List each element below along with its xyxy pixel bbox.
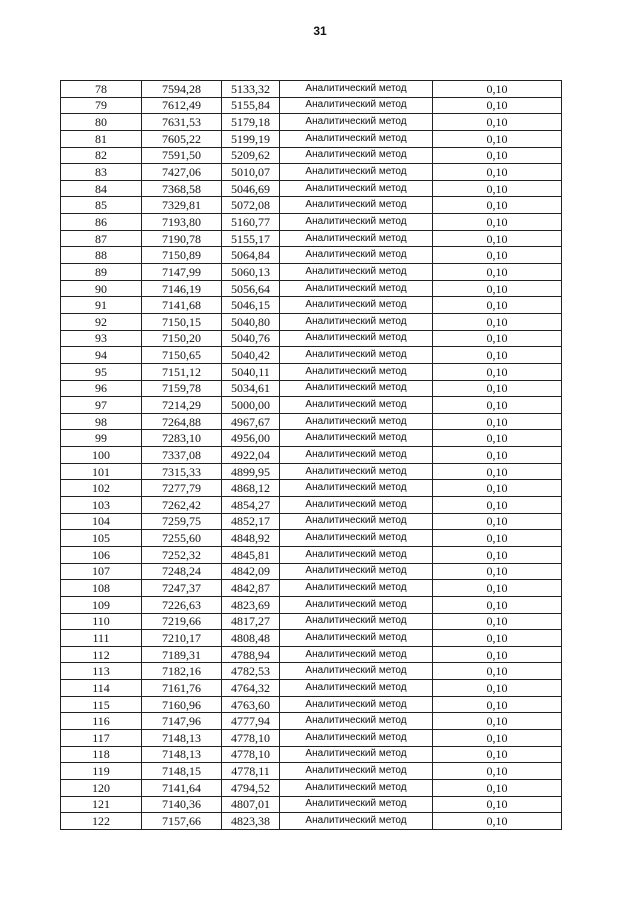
table-row [61, 497, 562, 514]
point-number-cell: 102 [61, 480, 142, 497]
method-cell: Аналитический метод [280, 813, 433, 830]
accuracy-cell: 0,10 [433, 264, 562, 281]
method-cell: Аналитический метод [280, 130, 433, 147]
table-row [61, 613, 562, 630]
table-row [61, 729, 562, 746]
method-cell: Аналитический метод [280, 214, 433, 231]
y-coordinate-cell: 5133,32 [222, 81, 280, 98]
table-row [61, 197, 562, 214]
table-row [61, 214, 562, 231]
table-row [61, 763, 562, 780]
point-number-cell: 117 [61, 729, 142, 746]
y-coordinate-cell: 4782,53 [222, 663, 280, 680]
table-row [61, 513, 562, 530]
x-coordinate-cell: 7150,15 [142, 313, 222, 330]
x-coordinate-cell: 7252,32 [142, 546, 222, 563]
x-coordinate-cell: 7147,96 [142, 713, 222, 730]
point-number-cell: 121 [61, 796, 142, 813]
point-number-cell: 91 [61, 297, 142, 314]
y-coordinate-cell: 4808,48 [222, 630, 280, 647]
accuracy-cell: 0,10 [433, 563, 562, 580]
point-number-cell: 94 [61, 347, 142, 364]
y-coordinate-cell: 5199,19 [222, 130, 280, 147]
x-coordinate-cell: 7427,06 [142, 164, 222, 181]
y-coordinate-cell: 4763,60 [222, 696, 280, 713]
table-row [61, 180, 562, 197]
x-coordinate-cell: 7141,68 [142, 297, 222, 314]
y-coordinate-cell: 5010,07 [222, 164, 280, 181]
point-number-cell: 103 [61, 497, 142, 514]
x-coordinate-cell: 7159,78 [142, 380, 222, 397]
accuracy-cell: 0,10 [433, 147, 562, 164]
x-coordinate-cell: 7210,17 [142, 630, 222, 647]
method-cell: Аналитический метод [280, 796, 433, 813]
method-cell: Аналитический метод [280, 147, 433, 164]
point-number-cell: 99 [61, 430, 142, 447]
accuracy-cell: 0,10 [433, 447, 562, 464]
y-coordinate-cell: 4807,01 [222, 796, 280, 813]
table-row [61, 813, 562, 830]
point-number-cell: 112 [61, 646, 142, 663]
x-coordinate-cell: 7259,75 [142, 513, 222, 530]
x-coordinate-cell: 7157,66 [142, 813, 222, 830]
y-coordinate-cell: 4823,69 [222, 596, 280, 613]
method-cell: Аналитический метод [280, 397, 433, 414]
accuracy-cell: 0,10 [433, 763, 562, 780]
table-row [61, 563, 562, 580]
table-row [61, 447, 562, 464]
y-coordinate-cell: 5155,17 [222, 230, 280, 247]
point-number-cell: 122 [61, 813, 142, 830]
table-row [61, 480, 562, 497]
table-row [61, 546, 562, 563]
y-coordinate-cell: 5209,62 [222, 147, 280, 164]
method-cell: Аналитический метод [280, 563, 433, 580]
point-number-cell: 87 [61, 230, 142, 247]
method-cell: Аналитический метод [280, 613, 433, 630]
method-cell: Аналитический метод [280, 447, 433, 464]
x-coordinate-cell: 7262,42 [142, 497, 222, 514]
y-coordinate-cell: 4852,17 [222, 513, 280, 530]
point-number-cell: 110 [61, 613, 142, 630]
point-number-cell: 89 [61, 264, 142, 281]
y-coordinate-cell: 5064,84 [222, 247, 280, 264]
x-coordinate-cell: 7146,19 [142, 280, 222, 297]
accuracy-cell: 0,10 [433, 813, 562, 830]
table-row [61, 630, 562, 647]
x-coordinate-cell: 7150,89 [142, 247, 222, 264]
x-coordinate-cell: 7329,81 [142, 197, 222, 214]
point-number-cell: 95 [61, 363, 142, 380]
point-number-cell: 80 [61, 114, 142, 131]
table-row [61, 646, 562, 663]
y-coordinate-cell: 4794,52 [222, 779, 280, 796]
accuracy-cell: 0,10 [433, 97, 562, 114]
accuracy-cell: 0,10 [433, 713, 562, 730]
y-coordinate-cell: 4823,38 [222, 813, 280, 830]
table-row [61, 164, 562, 181]
point-number-cell: 97 [61, 397, 142, 414]
table-row [61, 264, 562, 281]
point-number-cell: 108 [61, 580, 142, 597]
method-cell: Аналитический метод [280, 180, 433, 197]
accuracy-cell: 0,10 [433, 330, 562, 347]
x-coordinate-cell: 7150,20 [142, 330, 222, 347]
page-number: 31 [313, 24, 327, 38]
point-number-cell: 83 [61, 164, 142, 181]
accuracy-cell: 0,10 [433, 796, 562, 813]
accuracy-cell: 0,10 [433, 513, 562, 530]
x-coordinate-cell: 7315,33 [142, 463, 222, 480]
table-row [61, 463, 562, 480]
table-row [61, 680, 562, 697]
y-coordinate-cell: 4777,94 [222, 713, 280, 730]
point-number-cell: 98 [61, 413, 142, 430]
accuracy-cell: 0,10 [433, 297, 562, 314]
table-row [61, 713, 562, 730]
point-number-cell: 93 [61, 330, 142, 347]
method-cell: Аналитический метод [280, 230, 433, 247]
accuracy-cell: 0,10 [433, 680, 562, 697]
accuracy-cell: 0,10 [433, 546, 562, 563]
x-coordinate-cell: 7248,24 [142, 563, 222, 580]
accuracy-cell: 0,10 [433, 463, 562, 480]
method-cell: Аналитический метод [280, 347, 433, 364]
table-body [61, 81, 562, 830]
point-number-cell: 88 [61, 247, 142, 264]
y-coordinate-cell: 4845,81 [222, 546, 280, 563]
method-cell: Аналитический метод [280, 646, 433, 663]
x-coordinate-cell: 7277,79 [142, 480, 222, 497]
method-cell: Аналитический метод [280, 430, 433, 447]
accuracy-cell: 0,10 [433, 480, 562, 497]
point-number-cell: 79 [61, 97, 142, 114]
method-cell: Аналитический метод [280, 713, 433, 730]
x-coordinate-cell: 7605,22 [142, 130, 222, 147]
point-number-cell: 85 [61, 197, 142, 214]
accuracy-cell: 0,10 [433, 397, 562, 414]
table-row [61, 97, 562, 114]
x-coordinate-cell: 7182,16 [142, 663, 222, 680]
method-cell: Аналитический метод [280, 114, 433, 131]
x-coordinate-cell: 7226,63 [142, 596, 222, 613]
coordinates-table [60, 80, 562, 830]
y-coordinate-cell: 5000,00 [222, 397, 280, 414]
method-cell: Аналитический метод [280, 680, 433, 697]
point-number-cell: 120 [61, 779, 142, 796]
point-number-cell: 113 [61, 663, 142, 680]
method-cell: Аналитический метод [280, 596, 433, 613]
table-row [61, 130, 562, 147]
accuracy-cell: 0,10 [433, 596, 562, 613]
point-number-cell: 106 [61, 546, 142, 563]
method-cell: Аналитический метод [280, 413, 433, 430]
table-row [61, 397, 562, 414]
x-coordinate-cell: 7161,76 [142, 680, 222, 697]
table-row [61, 297, 562, 314]
method-cell: Аналитический метод [280, 280, 433, 297]
point-number-cell: 107 [61, 563, 142, 580]
table-row [61, 81, 562, 98]
method-cell: Аналитический метод [280, 763, 433, 780]
x-coordinate-cell: 7594,28 [142, 81, 222, 98]
y-coordinate-cell: 4788,94 [222, 646, 280, 663]
y-coordinate-cell: 5160,77 [222, 214, 280, 231]
y-coordinate-cell: 5040,11 [222, 363, 280, 380]
x-coordinate-cell: 7214,29 [142, 397, 222, 414]
table-row [61, 413, 562, 430]
method-cell: Аналитический метод [280, 97, 433, 114]
x-coordinate-cell: 7140,36 [142, 796, 222, 813]
table-row [61, 380, 562, 397]
accuracy-cell: 0,10 [433, 164, 562, 181]
method-cell: Аналитический метод [280, 463, 433, 480]
table-row [61, 363, 562, 380]
x-coordinate-cell: 7148,13 [142, 746, 222, 763]
y-coordinate-cell: 5056,64 [222, 280, 280, 297]
accuracy-cell: 0,10 [433, 630, 562, 647]
x-coordinate-cell: 7193,80 [142, 214, 222, 231]
accuracy-cell: 0,10 [433, 114, 562, 131]
y-coordinate-cell: 4854,27 [222, 497, 280, 514]
x-coordinate-cell: 7337,08 [142, 447, 222, 464]
point-number-cell: 104 [61, 513, 142, 530]
accuracy-cell: 0,10 [433, 130, 562, 147]
point-number-cell: 114 [61, 680, 142, 697]
y-coordinate-cell: 4778,11 [222, 763, 280, 780]
accuracy-cell: 0,10 [433, 247, 562, 264]
point-number-cell: 82 [61, 147, 142, 164]
x-coordinate-cell: 7147,99 [142, 264, 222, 281]
accuracy-cell: 0,10 [433, 430, 562, 447]
table-row [61, 347, 562, 364]
accuracy-cell: 0,10 [433, 746, 562, 763]
point-number-cell: 109 [61, 596, 142, 613]
point-number-cell: 119 [61, 763, 142, 780]
x-coordinate-cell: 7151,12 [142, 363, 222, 380]
method-cell: Аналитический метод [280, 580, 433, 597]
x-coordinate-cell: 7264,88 [142, 413, 222, 430]
x-coordinate-cell: 7368,58 [142, 180, 222, 197]
x-coordinate-cell: 7189,31 [142, 646, 222, 663]
point-number-cell: 100 [61, 447, 142, 464]
accuracy-cell: 0,10 [433, 580, 562, 597]
accuracy-cell: 0,10 [433, 214, 562, 231]
method-cell: Аналитический метод [280, 297, 433, 314]
accuracy-cell: 0,10 [433, 497, 562, 514]
point-number-cell: 84 [61, 180, 142, 197]
table-row [61, 796, 562, 813]
table-row [61, 313, 562, 330]
point-number-cell: 118 [61, 746, 142, 763]
accuracy-cell: 0,10 [433, 729, 562, 746]
table-row [61, 230, 562, 247]
point-number-cell: 115 [61, 696, 142, 713]
method-cell: Аналитический метод [280, 480, 433, 497]
y-coordinate-cell: 4848,92 [222, 530, 280, 547]
y-coordinate-cell: 5040,76 [222, 330, 280, 347]
method-cell: Аналитический метод [280, 630, 433, 647]
table-row [61, 280, 562, 297]
y-coordinate-cell: 5060,13 [222, 264, 280, 281]
table-row [61, 746, 562, 763]
accuracy-cell: 0,10 [433, 81, 562, 98]
method-cell: Аналитический метод [280, 264, 433, 281]
point-number-cell: 101 [61, 463, 142, 480]
x-coordinate-cell: 7148,15 [142, 763, 222, 780]
table-row [61, 430, 562, 447]
accuracy-cell: 0,10 [433, 280, 562, 297]
y-coordinate-cell: 5040,42 [222, 347, 280, 364]
table-row [61, 114, 562, 131]
y-coordinate-cell: 5072,08 [222, 197, 280, 214]
point-number-cell: 116 [61, 713, 142, 730]
table-row [61, 530, 562, 547]
method-cell: Аналитический метод [280, 380, 433, 397]
y-coordinate-cell: 5155,84 [222, 97, 280, 114]
table-row [61, 696, 562, 713]
table-row [61, 580, 562, 597]
y-coordinate-cell: 4899,95 [222, 463, 280, 480]
method-cell: Аналитический метод [280, 164, 433, 181]
x-coordinate-cell: 7150,65 [142, 347, 222, 364]
y-coordinate-cell: 5046,69 [222, 180, 280, 197]
x-coordinate-cell: 7190,78 [142, 230, 222, 247]
x-coordinate-cell: 7612,49 [142, 97, 222, 114]
point-number-cell: 86 [61, 214, 142, 231]
method-cell: Аналитический метод [280, 197, 433, 214]
method-cell: Аналитический метод [280, 247, 433, 264]
x-coordinate-cell: 7255,60 [142, 530, 222, 547]
y-coordinate-cell: 4842,09 [222, 563, 280, 580]
method-cell: Аналитический метод [280, 663, 433, 680]
x-coordinate-cell: 7631,53 [142, 114, 222, 131]
method-cell: Аналитический метод [280, 330, 433, 347]
x-coordinate-cell: 7247,37 [142, 580, 222, 597]
y-coordinate-cell: 4764,32 [222, 680, 280, 697]
table-row [61, 779, 562, 796]
accuracy-cell: 0,10 [433, 230, 562, 247]
method-cell: Аналитический метод [280, 513, 433, 530]
y-coordinate-cell: 5046,15 [222, 297, 280, 314]
y-coordinate-cell: 4922,04 [222, 447, 280, 464]
accuracy-cell: 0,10 [433, 663, 562, 680]
y-coordinate-cell: 4967,67 [222, 413, 280, 430]
point-number-cell: 96 [61, 380, 142, 397]
y-coordinate-cell: 4842,87 [222, 580, 280, 597]
method-cell: Аналитический метод [280, 81, 433, 98]
accuracy-cell: 0,10 [433, 413, 562, 430]
method-cell: Аналитический метод [280, 313, 433, 330]
point-number-cell: 105 [61, 530, 142, 547]
accuracy-cell: 0,10 [433, 613, 562, 630]
method-cell: Аналитический метод [280, 729, 433, 746]
method-cell: Аналитический метод [280, 530, 433, 547]
table-row [61, 330, 562, 347]
accuracy-cell: 0,10 [433, 180, 562, 197]
x-coordinate-cell: 7141,64 [142, 779, 222, 796]
method-cell: Аналитический метод [280, 546, 433, 563]
method-cell: Аналитический метод [280, 363, 433, 380]
x-coordinate-cell: 7148,13 [142, 729, 222, 746]
method-cell: Аналитический метод [280, 497, 433, 514]
point-number-cell: 92 [61, 313, 142, 330]
y-coordinate-cell: 4956,00 [222, 430, 280, 447]
y-coordinate-cell: 5179,18 [222, 114, 280, 131]
table-row [61, 596, 562, 613]
point-number-cell: 78 [61, 81, 142, 98]
accuracy-cell: 0,10 [433, 363, 562, 380]
method-cell: Аналитический метод [280, 746, 433, 763]
accuracy-cell: 0,10 [433, 646, 562, 663]
y-coordinate-cell: 4778,10 [222, 729, 280, 746]
accuracy-cell: 0,10 [433, 779, 562, 796]
table-row [61, 147, 562, 164]
method-cell: Аналитический метод [280, 696, 433, 713]
point-number-cell: 90 [61, 280, 142, 297]
x-coordinate-cell: 7160,96 [142, 696, 222, 713]
accuracy-cell: 0,10 [433, 380, 562, 397]
y-coordinate-cell: 4868,12 [222, 480, 280, 497]
accuracy-cell: 0,10 [433, 530, 562, 547]
accuracy-cell: 0,10 [433, 696, 562, 713]
y-coordinate-cell: 4817,27 [222, 613, 280, 630]
y-coordinate-cell: 5034,61 [222, 380, 280, 397]
table-row [61, 663, 562, 680]
x-coordinate-cell: 7219,66 [142, 613, 222, 630]
point-number-cell: 81 [61, 130, 142, 147]
point-number-cell: 111 [61, 630, 142, 647]
accuracy-cell: 0,10 [433, 197, 562, 214]
accuracy-cell: 0,10 [433, 347, 562, 364]
method-cell: Аналитический метод [280, 779, 433, 796]
table-row [61, 247, 562, 264]
x-coordinate-cell: 7283,10 [142, 430, 222, 447]
x-coordinate-cell: 7591,50 [142, 147, 222, 164]
accuracy-cell: 0,10 [433, 313, 562, 330]
y-coordinate-cell: 4778,10 [222, 746, 280, 763]
y-coordinate-cell: 5040,80 [222, 313, 280, 330]
